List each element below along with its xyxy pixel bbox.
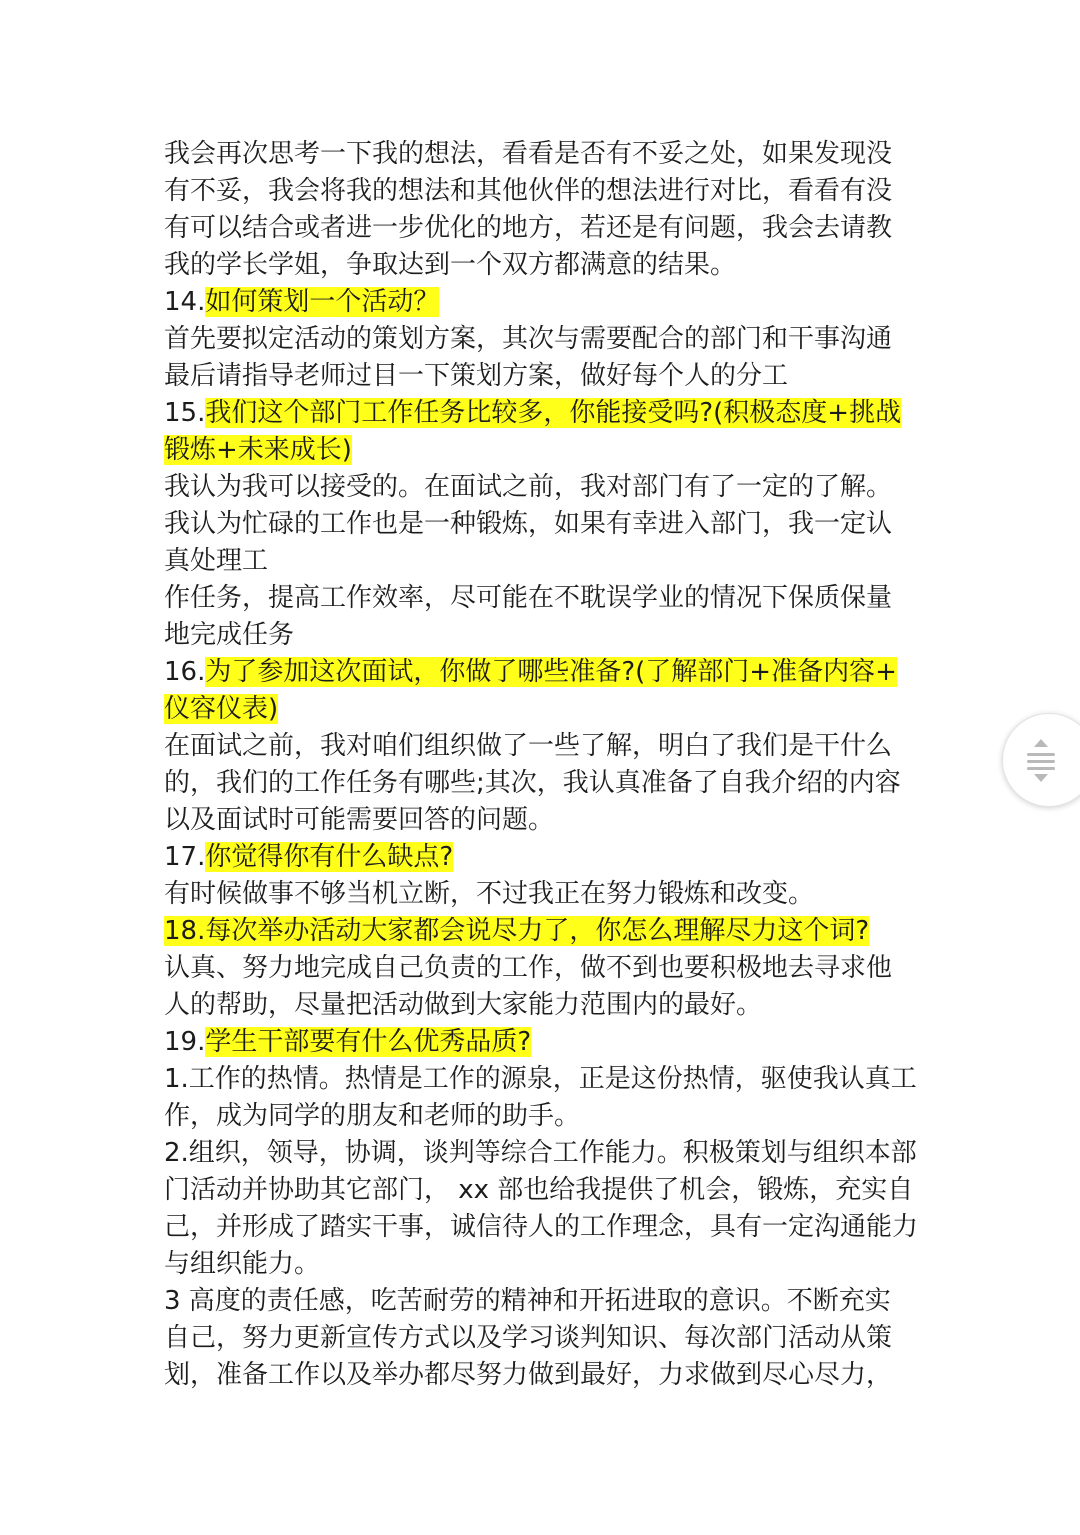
text-line xyxy=(164,580,920,617)
line-text: 有可以结合或者进一步优化的地方，若还是有问题，我会去请教 xyxy=(164,213,893,243)
line-text: 17. xyxy=(164,842,206,872)
line-text: 我的学长学姐，争取达到一个双方都满意的结果。 xyxy=(164,250,737,280)
highlighted-question: 我们这个部门工作任务比较多，你能接受吗?(积极态度+挑战 xyxy=(205,398,902,428)
document-body xyxy=(164,136,920,1394)
text-line xyxy=(164,1061,920,1098)
line-text: 作，成为同学的朋友和老师的助手。 xyxy=(164,1101,581,1131)
scroll-handle-icon xyxy=(1023,734,1059,786)
text-line xyxy=(164,173,920,210)
line-text: 在面试之前，我对咱们组织做了一些了解，明白了我们是干什么 xyxy=(164,731,893,761)
text-line xyxy=(164,728,920,765)
text-line xyxy=(164,1024,920,1061)
line-text: 划，准备工作以及举办都尽努力做到最好，力求做到尽心尽力， xyxy=(164,1360,893,1390)
text-line xyxy=(164,136,920,173)
text-line xyxy=(164,321,920,358)
line-text: 的，我们的工作任务有哪些;其次，我认真准备了自我介绍的内容 xyxy=(164,768,901,798)
text-line xyxy=(164,1135,920,1172)
text-line xyxy=(164,654,920,691)
line-text: 14. xyxy=(164,287,206,317)
highlighted-question: 学生干部要有什么优秀品质? xyxy=(205,1027,532,1057)
highlighted-question: 你觉得你有什么缺点? xyxy=(205,842,454,872)
text-line xyxy=(164,913,920,950)
line-text: 1.工作的热情。热情是工作的源泉，正是这份热情，驱使我认真工 xyxy=(164,1064,917,1094)
text-line xyxy=(164,765,920,802)
text-line xyxy=(164,987,920,1024)
line-text: 我认为我可以接受的。在面试之前，我对部门有了一定的了解。 xyxy=(164,472,893,502)
highlighted-question: 18.每次举办活动大家都会说尽力了，你怎么理解尽力这个词? xyxy=(164,916,870,946)
text-line xyxy=(164,802,920,839)
text-line xyxy=(164,210,920,247)
line-text: 地完成任务 xyxy=(164,620,295,650)
line-text: 有时候做事不够当机立断，不过我正在努力锻炼和改变。 xyxy=(164,879,815,909)
highlighted-question: 如何策划一个活动？ xyxy=(205,287,440,317)
line-text: 己，并形成了踏实干事，诚信待人的工作理念，具有一定沟通能力 xyxy=(164,1212,919,1242)
line-text: 16. xyxy=(164,657,206,687)
line-text: 我认为忙碌的工作也是一种锻炼，如果有幸进入部门，我一定认 xyxy=(164,509,893,539)
line-text: 15. xyxy=(164,398,206,428)
highlighted-question: 锻炼+未来成长) xyxy=(164,435,352,465)
line-text: 首先要拟定活动的策划方案，其次与需要配合的部门和干事沟通 xyxy=(164,324,893,354)
line-text: 有不妥，我会将我的想法和其他伙伴的想法进行对比，看看有没 xyxy=(164,176,893,206)
text-line xyxy=(164,1209,920,1246)
line-text: 真处理工 xyxy=(164,546,269,576)
text-line xyxy=(164,1172,920,1209)
text-line xyxy=(164,506,920,543)
line-text: 人的帮助，尽量把活动做到大家能力范围内的最好。 xyxy=(164,990,763,1020)
text-line xyxy=(164,1246,920,1283)
highlighted-question: 为了参加这次面试，你做了哪些准备?(了解部门+准备内容+ xyxy=(205,657,897,687)
line-text: 门活动并协助其它部门， xx 部也给我提供了机会，锻炼，充实自 xyxy=(164,1175,914,1205)
scroll-handle[interactable] xyxy=(1002,713,1080,807)
text-line xyxy=(164,617,920,654)
text-line xyxy=(164,247,920,284)
text-line xyxy=(164,543,920,580)
text-line xyxy=(164,432,920,469)
text-line xyxy=(164,1098,920,1135)
text-line xyxy=(164,691,920,728)
text-line xyxy=(164,358,920,395)
text-line xyxy=(164,469,920,506)
text-line xyxy=(164,1283,920,1320)
highlighted-question: 仪容仪表) xyxy=(164,694,279,724)
line-text: 与组织能力。 xyxy=(164,1249,321,1279)
text-line xyxy=(164,1320,920,1357)
text-line xyxy=(164,839,920,876)
line-text: 作任务，提高工作效率，尽可能在不耽误学业的情况下保质保量 xyxy=(164,583,893,613)
text-line xyxy=(164,284,920,321)
line-text: 3 高度的责任感，吃苦耐劳的精神和开拓进取的意识。不断充实 xyxy=(164,1286,891,1316)
text-line xyxy=(164,950,920,987)
line-text: 最后请指导老师过目一下策划方案，做好每个人的分工 xyxy=(164,361,789,391)
line-text: 以及面试时可能需要回答的问题。 xyxy=(164,805,555,835)
text-line xyxy=(164,876,920,913)
line-text: 自己，努力更新宣传方式以及学习谈判知识、每次部门活动从策 xyxy=(164,1323,893,1353)
line-text: 我会再次思考一下我的想法，看看是否有不妥之处，如果发现没 xyxy=(164,139,893,169)
text-line xyxy=(164,1357,920,1394)
text-line xyxy=(164,395,920,432)
line-text: 2.组织，领导，协调，谈判等综合工作能力。积极策划与组织本部 xyxy=(164,1138,917,1168)
line-text: 19. xyxy=(164,1027,206,1057)
line-text: 认真、努力地完成自己负责的工作，做不到也要积极地去寻求他 xyxy=(164,953,893,983)
